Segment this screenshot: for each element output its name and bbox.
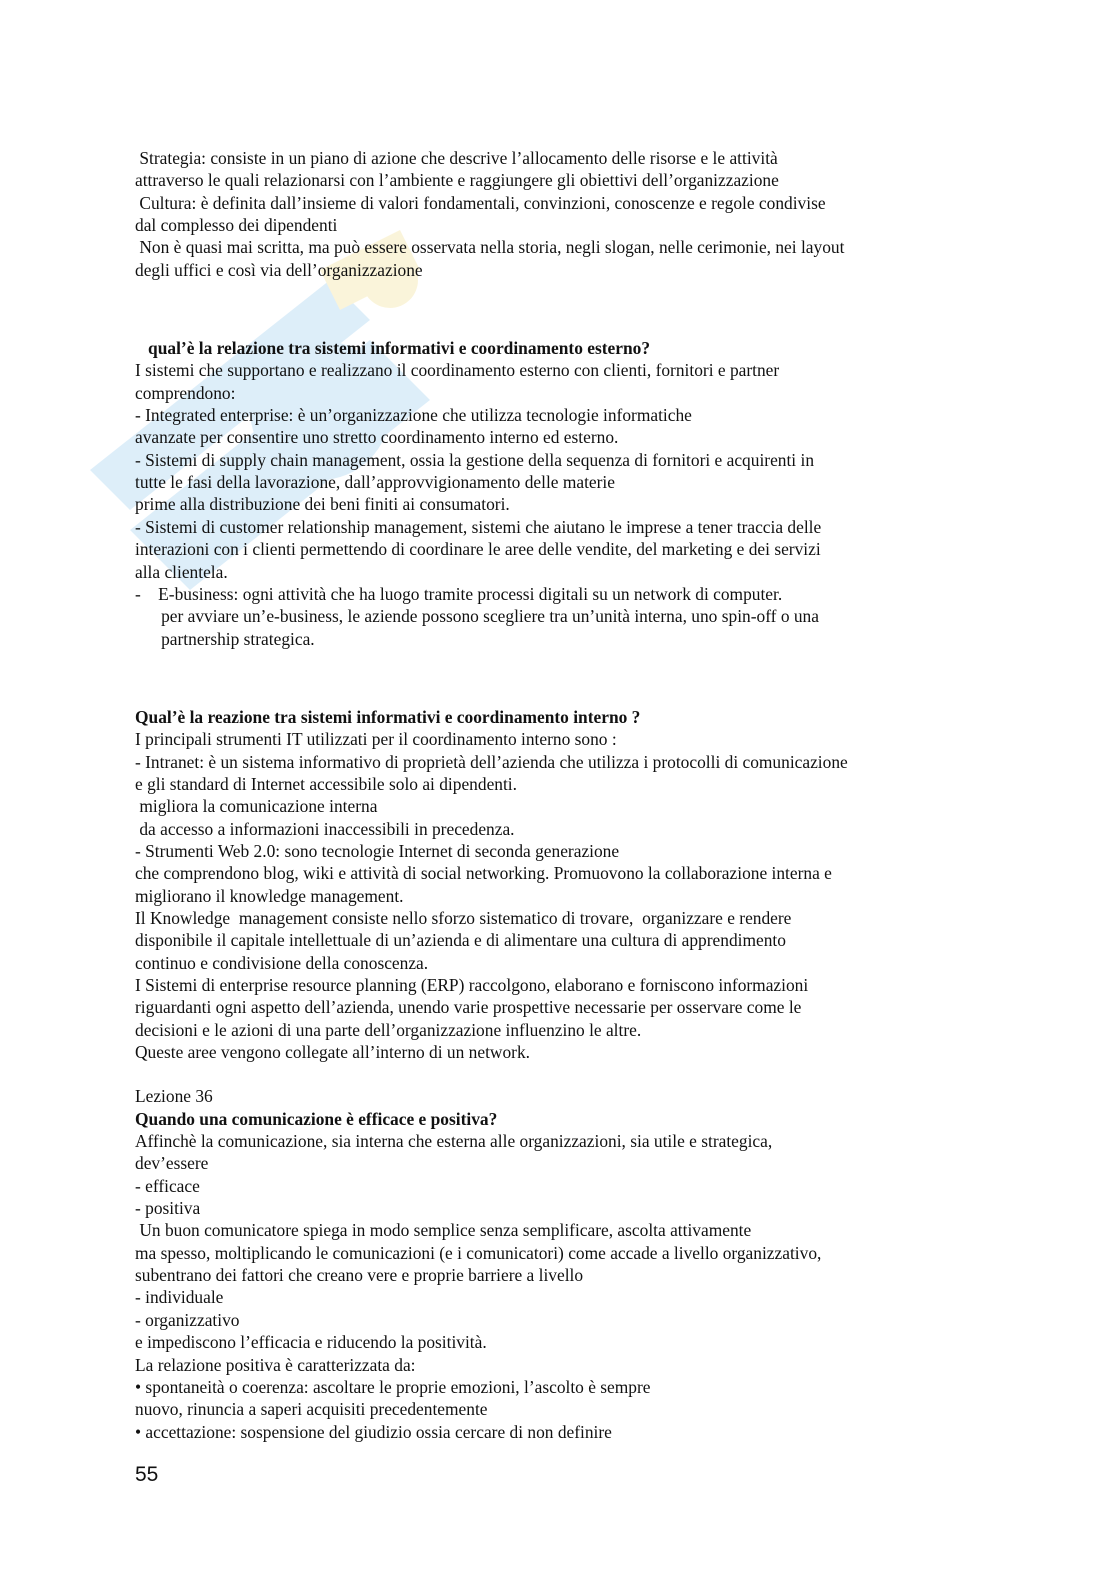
text-line: • accettazione: sospensione del giudizio ossia cercare di non definire <box>135 1421 612 1442</box>
text-line: - organizzativo <box>135 1309 240 1330</box>
page-number: 55 <box>135 1463 159 1486</box>
text-line: Affinchè la comunicazione, sia interna che esterna alle organizzazioni, sia utile e strategica, <box>135 1131 773 1152</box>
text-line: - Strumenti Web 2.0: sono tecnologie Internet di seconda generazione <box>135 840 620 861</box>
text-line: subentrano dei fattori che creano vere e proprie barriere a livello <box>135 1265 584 1286</box>
text-line: • spontaneità o coerenza: ascoltare le proprie emozioni, l’ascolto è sempre <box>135 1376 651 1397</box>
text-line: attraverso le quali relazionarsi con l’ambiente e raggiungere gli obiettivi dell’organizzazione <box>135 170 779 191</box>
text-line: ma spesso, moltiplicando le comunicazioni (e i comunicatori) come accade a livello organizzativo, <box>135 1242 822 1263</box>
text-line: - E-business: ogni attività che ha luogo tramite processi digitali su un network di computer. <box>135 583 783 604</box>
text-line: comprendono: <box>135 382 236 403</box>
text-line: interazioni con i clienti permettendo di coordinare le aree delle vendite, del marketing e dei servizi <box>135 539 821 560</box>
text-line: migliorano il knowledge management. <box>135 885 404 906</box>
section-heading: Qual’è la reazione tra sistemi informativi e coordinamento interno ? <box>135 706 641 727</box>
text-line: - positiva <box>135 1198 201 1219</box>
section-coordinamento-esterno <box>135 337 995 650</box>
section-coordinamento-interno <box>135 706 995 1064</box>
text-line: degli uffici e così via dell’organizzazione <box>135 259 423 280</box>
text-line: nuovo, rinuncia a saperi acquisiti precedentemente <box>135 1399 488 1420</box>
text-line: dal complesso dei dipendenti <box>135 215 338 236</box>
text-line: Il Knowledge management consiste nello sforzo sistematico di trovare, organizzare e rendere <box>135 907 792 928</box>
text-line: disponibile il capitale intellettuale di un’azienda e di alimentare una cultura di apprendimento <box>135 930 786 951</box>
text-line: I principali strumenti IT utilizzati per il coordinamento interno sono : <box>135 729 617 750</box>
text-line: alla clientela. <box>135 561 228 582</box>
text-line: Cultura: è definita dall’insieme di valori fondamentali, convinzioni, conoscenze e regole condivise <box>135 192 826 213</box>
text-line: riguardanti ogni aspetto dell’azienda, unendo varie prospettive necessarie per osservare come le <box>135 997 802 1018</box>
text-line: da accesso a informazioni inaccessibili in precedenza. <box>135 818 515 839</box>
document-body <box>135 147 995 1443</box>
text-line: - Integrated enterprise: è un’organizzazione che utilizza tecnologie informatiche <box>135 405 692 426</box>
text-line: I sistemi che supportano e realizzano il coordinamento esterno con clienti, fornitori e partner <box>135 360 780 381</box>
text-line: Strategia: consiste in un piano di azione che descrive l’allocamento delle risorse e le attività <box>135 148 778 168</box>
text-line: - efficace <box>135 1175 200 1196</box>
section-heading: Quando una comunicazione è efficace e positiva? <box>135 1108 498 1129</box>
text-line: partnership strategica. <box>135 628 315 649</box>
text-line: - individuale <box>135 1287 224 1308</box>
text-line: e impediscono l’efficacia e riducendo la positività. <box>135 1332 487 1353</box>
text-line: continuo e condivisione della conoscenza. <box>135 952 429 973</box>
text-line: Un buon comunicatore spiega in modo semplice senza semplificare, ascolta attivamente <box>135 1220 752 1241</box>
text-line: I Sistemi di enterprise resource planning (ERP) raccolgono, elaborano e forniscono informazioni <box>135 975 809 995</box>
text-line: decisioni e le azioni di una parte dell’organizzazione influenzino le altre. <box>135 1019 642 1040</box>
text-line: migliora la comunicazione interna <box>135 796 378 817</box>
text-line: - Intranet: è un sistema informativo di proprietà dell’azienda che utilizza i protocolli di comunicazione <box>135 751 848 772</box>
section-strategia-cultura <box>135 147 995 281</box>
text-line: dev’essere <box>135 1153 209 1174</box>
text-line: per avviare un’e-business, le aziende possono scegliere tra un’unità interna, uno spin-off o una <box>135 606 819 627</box>
text-line: tutte le fasi della lavorazione, dall’approvvigionamento delle materie <box>135 472 615 493</box>
text-line: - Sistemi di supply chain management, ossia la gestione della sequenza di fornitori e acquirenti in <box>135 449 815 470</box>
text-line: e gli standard di Internet accessibile solo ai dipendenti. <box>135 773 517 794</box>
section-heading: qual’è la relazione tra sistemi informativi e coordinamento esterno? <box>135 338 651 359</box>
text-line: La relazione positiva è caratterizzata da: <box>135 1354 416 1375</box>
text-line: prime alla distribuzione dei beni finiti ai consumatori. <box>135 494 510 515</box>
text-line: Queste aree vengono collegate all’interno di un network. <box>135 1042 531 1063</box>
lesson-label: Lezione 36 <box>135 1086 213 1107</box>
text-line: che comprendono blog, wiki e attività di social networking. Promuovono la collaborazione interna e <box>135 863 832 884</box>
text-line: avanzate per consentire uno stretto coordinamento interno ed esterno. <box>135 427 619 448</box>
text-line: - Sistemi di customer relationship management, sistemi che aiutano le imprese a tener traccia delle <box>135 516 822 537</box>
text-line: Non è quasi mai scritta, ma può essere osservata nella storia, negli slogan, nelle cerimonie, nei layout <box>135 237 845 258</box>
section-lezione-36 <box>135 1085 995 1443</box>
